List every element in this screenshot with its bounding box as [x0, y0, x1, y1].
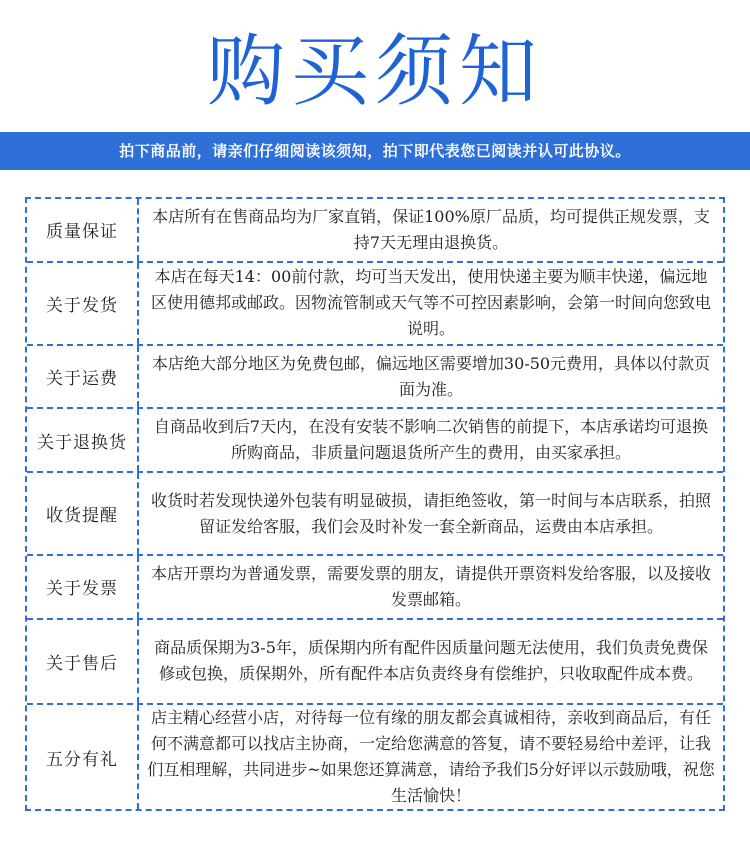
row-content: 本店开票均为普通发票，需要发票的朋友，请提供开票资料发给客服，以及接收发票邮箱。 — [150, 563, 711, 609]
row-content: 收货时若发现快递外包装有明显破损，请拒绝签收，第一时间与本店联系，拍照留证发给客服，我们会及时补发一套全新商品，运费由本店承担。 — [150, 490, 711, 536]
row-shipping — [27, 263, 723, 346]
row-receiving — [27, 473, 723, 556]
row-quality — [27, 199, 723, 263]
notice-table — [25, 197, 725, 811]
row-content: 本店绝大部分地区为免费包邮，偏远地区需要增加30-50元费用，具体以付款页面为准。 — [151, 353, 711, 399]
row-returns — [27, 409, 723, 473]
row-label: 关于退换货 — [27, 409, 139, 471]
row-five-star — [27, 705, 723, 809]
row-after-sales — [27, 620, 723, 705]
row-label: 关于售后 — [27, 620, 139, 703]
page-title: 购买须知 — [206, 27, 543, 117]
row-freight — [27, 346, 723, 410]
row-label: 收货提醒 — [27, 473, 139, 554]
row-label: 五分有礼 — [27, 705, 139, 809]
row-label: 关于发票 — [27, 556, 139, 618]
row-label: 关于发货 — [27, 263, 139, 344]
row-content: 本店在每天14：00前付款，均可当天发出，使用快递主要为顺丰快递，偏远地区使用德邦或邮政。因物流管制或天气等不可控因素影响，会第一时间向您致电说明。 — [150, 267, 711, 339]
row-content: 自商品收到后7天内，在没有安装不影响二次销售的前提下，本店承诺均可退换所购商品，非质量问题退货所产生的费用，由买家承担。 — [153, 417, 709, 463]
row-label: 质量保证 — [27, 199, 139, 261]
row-content: 本店所有在售商品均为厂家直销，保证100%原厂品质，均可提供正规发票，支持7天无理由退换货。 — [152, 206, 710, 252]
row-content: 店主精心经营小店，对待每一位有缘的朋友都会真诚相待，亲收到商品后，有任何不满意都可以找店主协商，一定给您满意的答复，请不要轻易给中差评，让我们互相理解，共同进步~如果您还算满意，请给予我们5分好评以示鼓励哦，祝您生活愉快！ — [147, 708, 715, 806]
row-label: 关于运费 — [27, 346, 139, 408]
row-content: 商品质保期为3-5年，质保期内所有配件因质量问题无法使用，我们负责免费保修或包换，质保期外，所有配件本店负责终身有偿维护，只收取配件成本费。 — [154, 638, 708, 684]
notice-banner: 拍下商品前，请亲们仔细阅读该须知，拍下即代表您已阅读并认可此协议。 — [0, 132, 750, 170]
row-invoice — [27, 556, 723, 620]
